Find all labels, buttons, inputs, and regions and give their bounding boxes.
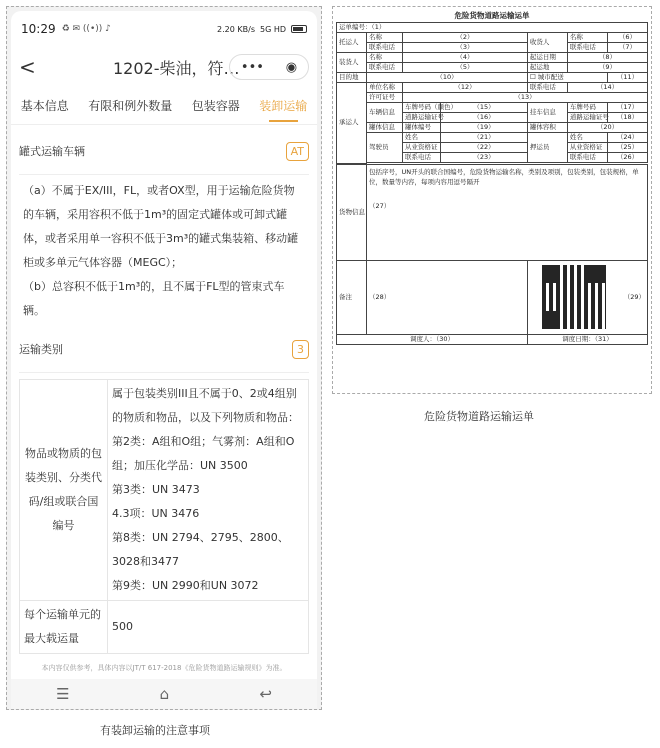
transport-class-badge: 3 — [292, 340, 309, 359]
cell: （9） — [567, 63, 647, 73]
consignee-label: 收货人 — [527, 33, 567, 53]
cell: （16） — [441, 113, 528, 123]
menu-icon[interactable]: ☰ — [56, 685, 70, 703]
cell: 目的地 — [337, 73, 367, 83]
max-load-value: 500 — [108, 601, 309, 654]
cell: 从业资格证 — [403, 143, 441, 153]
cell: 起运地 — [527, 63, 567, 73]
remark-cell: （28） — [367, 260, 528, 334]
remark-label: 备注 — [337, 260, 367, 334]
list-item: 第2类：A组和O组；气雾剂：A组和O组；加压化学品：UN 3500 — [112, 435, 295, 472]
waybill-number: 运单编号：（1） — [337, 23, 648, 33]
cell: 车牌号码（颜色） — [403, 103, 441, 113]
cell: （22） — [441, 143, 528, 153]
cell: （12） — [403, 83, 528, 93]
cell: 驾驶员 — [367, 133, 403, 163]
waybill-table — [336, 22, 648, 345]
cell: 罐体编号 — [403, 123, 441, 133]
cell: （11） — [607, 73, 647, 83]
clock: 10:29 — [21, 22, 56, 36]
nav-bar — [11, 47, 317, 87]
notification-icons: ♻ ✉ ((•)) ♪ — [61, 24, 111, 34]
cell: （17） — [607, 103, 647, 113]
cell: 挂车信息 — [527, 103, 567, 123]
tab-limited-quantity[interactable]: 有限和例外数量 — [88, 99, 173, 113]
close-target-icon[interactable]: ◉ — [285, 59, 298, 75]
disclaimer: 本内容仅供参考，具体内容以JT/T 617-2018《危险货物道路运输规则》为准。 — [41, 664, 287, 672]
cell: （8） — [567, 53, 647, 63]
tank-vehicle-header — [19, 129, 309, 175]
list-item: 第3类：UN 3473 — [112, 483, 200, 496]
dispatcher: 调度人：（30） — [337, 334, 528, 344]
cell: （10） — [367, 73, 528, 83]
goods-label: 货物信息 — [337, 164, 367, 260]
cell: 道路运输证号 — [567, 113, 607, 123]
transport-class-table — [19, 379, 309, 654]
carrier-label: 承运人 — [337, 83, 367, 164]
city-checkbox[interactable]: ☐ 城市配送 — [527, 73, 607, 83]
cell: （23） — [441, 153, 528, 163]
cell: 从业资格证 — [567, 143, 607, 153]
cell: （18） — [607, 113, 647, 123]
max-load-label: 每个运输单元的最大载运量 — [20, 601, 108, 654]
back-nav-icon[interactable]: ↩ — [259, 685, 272, 703]
cell: （7） — [607, 43, 647, 53]
tank-vehicle-title: 罐式运输车辆 — [19, 144, 85, 158]
cell: （15） — [441, 103, 528, 113]
cell: 道路运输证号 — [403, 113, 441, 123]
cell: （25） — [607, 143, 647, 153]
cell: 车辆信息 — [367, 103, 403, 123]
mini-program-capsule — [229, 54, 309, 80]
cell: （3） — [403, 43, 528, 53]
cell: 联系电话 — [403, 153, 441, 163]
goods-cell — [367, 164, 648, 260]
qr-number: （29） — [623, 292, 645, 301]
cell: 姓名 — [567, 133, 607, 143]
tank-clause-a: （a）不属于EX/III，FL，或者OX型，用于运输危险货物的车辆，采用容积不低于1m³的固定式罐体或可卸式罐体，或者采用单一容积不低于3m³的罐式集装箱、移动罐柜或多单元气体容器（MEGC）； — [23, 184, 299, 269]
waybill — [336, 10, 648, 345]
cell: （4） — [403, 53, 528, 63]
cell: 单位名称 — [367, 83, 403, 93]
tank-description — [19, 175, 309, 327]
cell: 姓名 — [403, 133, 441, 143]
shipper-label: 装货人 — [337, 53, 367, 73]
tab-loading-transport[interactable]: 装卸运输 — [259, 89, 307, 122]
cell: （20） — [567, 123, 647, 133]
tab-packaging[interactable]: 包装容器 — [191, 99, 240, 113]
table-row — [20, 601, 309, 654]
main-content — [11, 129, 317, 654]
cell: 联系电话 — [367, 63, 403, 73]
goods-number: （27） — [369, 201, 391, 210]
cell: 许可证号 — [367, 93, 403, 103]
cell: （13） — [403, 93, 648, 103]
qr-cell — [527, 260, 647, 334]
phone-frame — [6, 6, 322, 710]
class-label: 物品或物质的包装类别、分类代码/组或联合国编号 — [20, 380, 108, 601]
dispatch-date: 调度日期：（31） — [527, 334, 647, 344]
back-icon[interactable]: < — [19, 55, 36, 79]
cell: 罐体信息 — [367, 123, 403, 133]
cell: 联系电话 — [527, 83, 567, 93]
cell: （19） — [441, 123, 528, 133]
list-item: 第9类：UN 2990和UN 3072 — [112, 579, 259, 592]
cell: 罐体容积 — [527, 123, 567, 133]
more-icon[interactable]: ••• — [240, 59, 264, 75]
signal-icon: 5G HD — [259, 24, 286, 34]
cell: 车牌号码 — [567, 103, 607, 113]
caption-right: 危险货物道路运输运单 — [424, 410, 534, 423]
tab-bar — [11, 87, 317, 125]
cell: 押运员 — [527, 133, 567, 163]
cell: 名称 — [367, 53, 403, 63]
tank-clause-b: （b）总容积不低于1m³的，且不属于FL型的管束式车辆。 — [23, 280, 285, 317]
cell: （6） — [607, 33, 647, 43]
qr-code-icon — [542, 265, 606, 329]
network-speed: 2.20 KB/s — [217, 24, 255, 34]
cell: 起运日期 — [527, 53, 567, 63]
home-icon[interactable]: ⌂ — [159, 685, 170, 703]
status-bar — [11, 11, 317, 47]
cell: 名称 — [367, 33, 403, 43]
cell: （24） — [607, 133, 647, 143]
list-item: 属于包装类别III且不属于0、2或4组别的物质和物品，以及下列物质和物品： — [112, 387, 299, 424]
goods-description: 包括序号，UN开头的联合国编号，危险货物运输名称，类别及项别，包装类别，包装规格，单位，数量等内容，每项内容用逗号隔开 — [369, 167, 639, 186]
cell: （5） — [403, 63, 528, 73]
waybill-document — [332, 6, 652, 394]
table-row — [20, 380, 309, 601]
system-nav-bar — [11, 679, 317, 709]
cell: 名称 — [567, 33, 607, 43]
cell: 联系电话 — [567, 153, 607, 163]
consignor-label: 托运人 — [337, 33, 367, 53]
waybill-title: 危险货物道路运输运单 — [454, 11, 530, 20]
cell: （14） — [567, 83, 647, 93]
list-item: 第8类：UN 2794、2795、2800、3028和3477 — [112, 531, 289, 568]
cell: （26） — [607, 153, 647, 163]
phone-screen — [11, 11, 317, 707]
page-title: 1202-柴油，符… — [113, 58, 240, 78]
transport-class-title: 运输类别 — [19, 342, 63, 356]
cell: 联系电话 — [367, 43, 403, 53]
caption-left: 有装卸运输的注意事项 — [100, 724, 210, 737]
cell: 联系电话 — [567, 43, 607, 53]
transport-class-header — [19, 327, 309, 373]
cell: （21） — [441, 133, 528, 143]
battery-icon — [291, 25, 307, 33]
tab-basic-info[interactable]: 基本信息 — [20, 99, 69, 113]
tank-badge: AT — [286, 142, 309, 161]
class-values — [108, 380, 309, 601]
cell: （2） — [403, 33, 528, 43]
list-item: 4.3项：UN 3476 — [112, 507, 200, 520]
